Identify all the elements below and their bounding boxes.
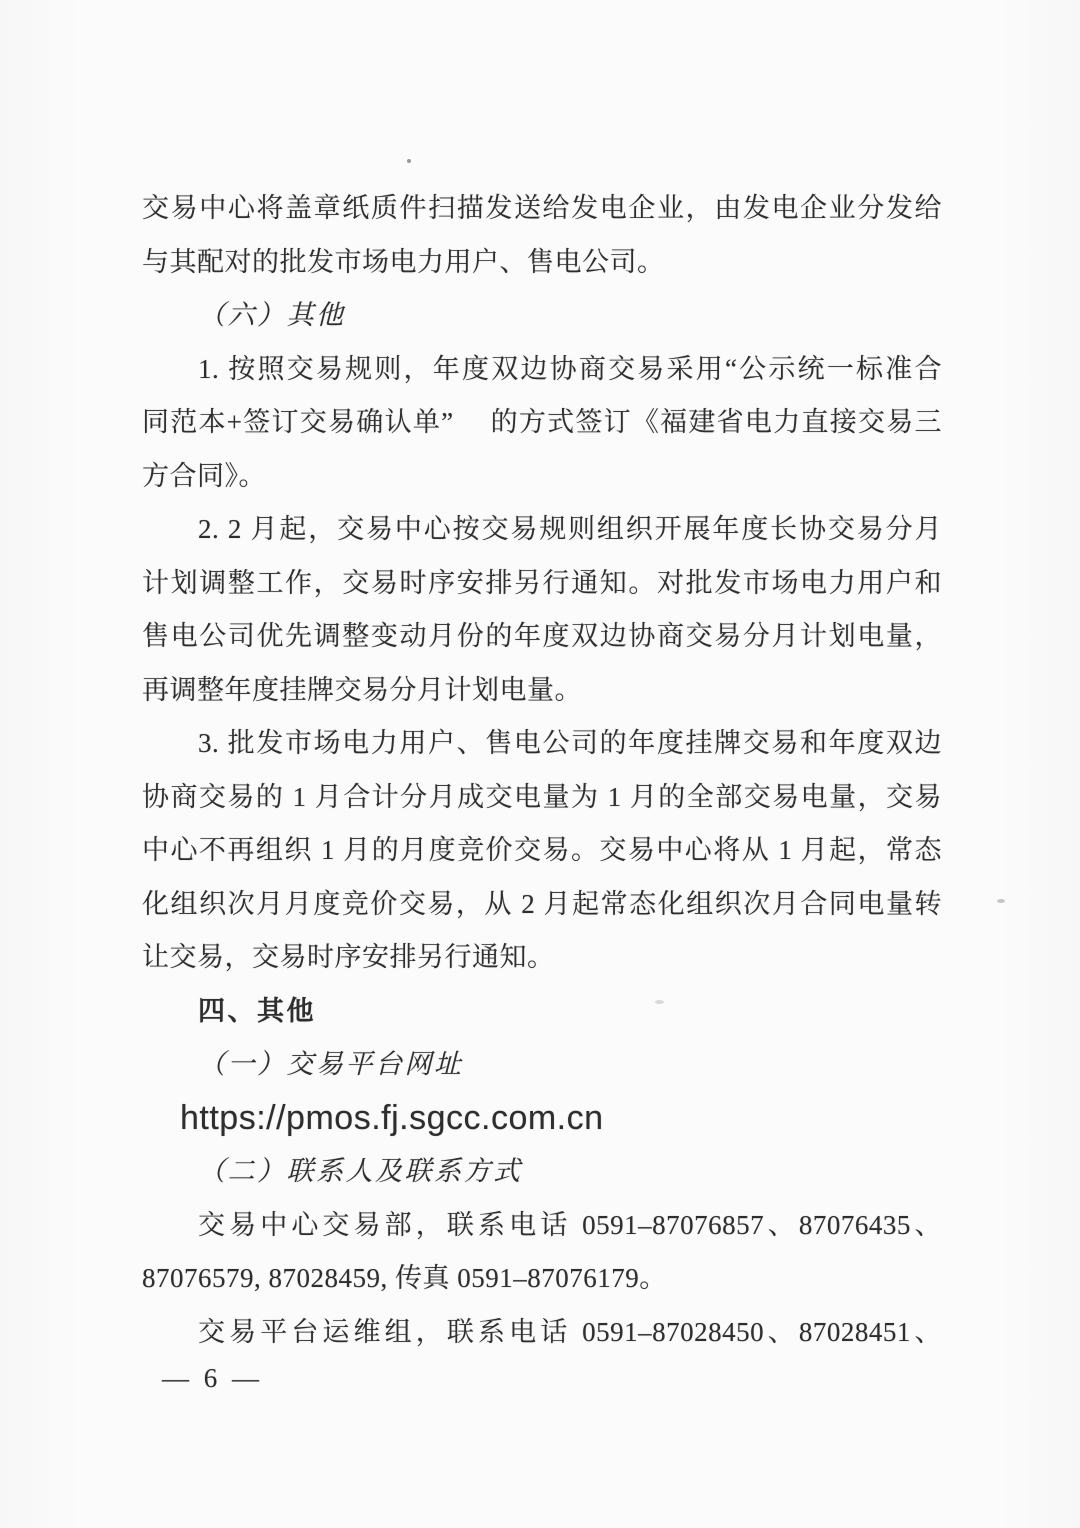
paragraph-line: 3. 批发市场电力用户、售电公司的年度挂牌交易和年度双边 xyxy=(198,728,942,758)
paragraph-line: 售电公司优先调整变动月份的年度双边协商交易分月计划电量， xyxy=(142,621,942,651)
paragraph-line: 计划调整工作，交易时序安排另行通知。对批发市场电力用户和 xyxy=(142,567,942,598)
paragraph-line: 87076579, 87028459, 传真 0591–87076179。 xyxy=(142,1263,667,1293)
scan-speck xyxy=(407,159,411,163)
paragraph-line: 同范本+签订交易确认单” 的方式签订《福建省电力直接交易三 xyxy=(142,407,942,437)
section-heading-four-other: 四、其他 xyxy=(198,995,316,1026)
document-body xyxy=(142,182,942,1359)
paragraph-line: 交易中心将盖章纸质件扫描发送给发电企业，由发电企业分发给 xyxy=(142,193,942,223)
subsection-heading-platform-url: （一）交易平台网址 xyxy=(198,1049,464,1079)
subsection-heading-contacts: （二）联系人及联系方式 xyxy=(198,1156,523,1186)
paragraph-line: 化组织次月月度竞价交易，从 2 月起常态化组织次月合同电量转 xyxy=(142,888,942,919)
paragraph-line: 方合同》。 xyxy=(142,460,266,491)
paragraph-line: 再调整年度挂牌交易分月计划电量。 xyxy=(142,674,582,705)
paragraph-line: 协商交易的 1 月合计分月成交电量为 1 月的全部交易电量，交易 xyxy=(142,781,942,812)
paragraph-line: 中心不再组织 1 月的月度竞价交易。交易中心将从 1 月起，常态 xyxy=(142,835,942,865)
trading-platform-url: https://pmos.fj.sgcc.com.cn xyxy=(180,1098,604,1137)
subsection-heading-six-other: （六）其他 xyxy=(198,300,346,330)
scan-speck xyxy=(997,899,1005,903)
paragraph-line: 让交易，交易时序安排另行通知。 xyxy=(142,942,555,972)
paragraph-line: 2. 2 月起，交易中心按交易规则组织开展年度长协交易分月 xyxy=(198,514,942,544)
paragraph-line: 交易平台运维组，联系电话 0591–87028450、87028451、 xyxy=(198,1316,942,1347)
paragraph-line: 1. 按照交易规则，年度双边协商交易采用“公示统一标准合 xyxy=(198,353,942,384)
paragraph-line: 与其配对的批发市场电力用户、售电公司。 xyxy=(142,246,665,277)
page-number: — 6 — xyxy=(162,1363,263,1393)
paragraph-line: 交易中心交易部，联系电话 0591–87076857、87076435、 xyxy=(198,1209,942,1240)
